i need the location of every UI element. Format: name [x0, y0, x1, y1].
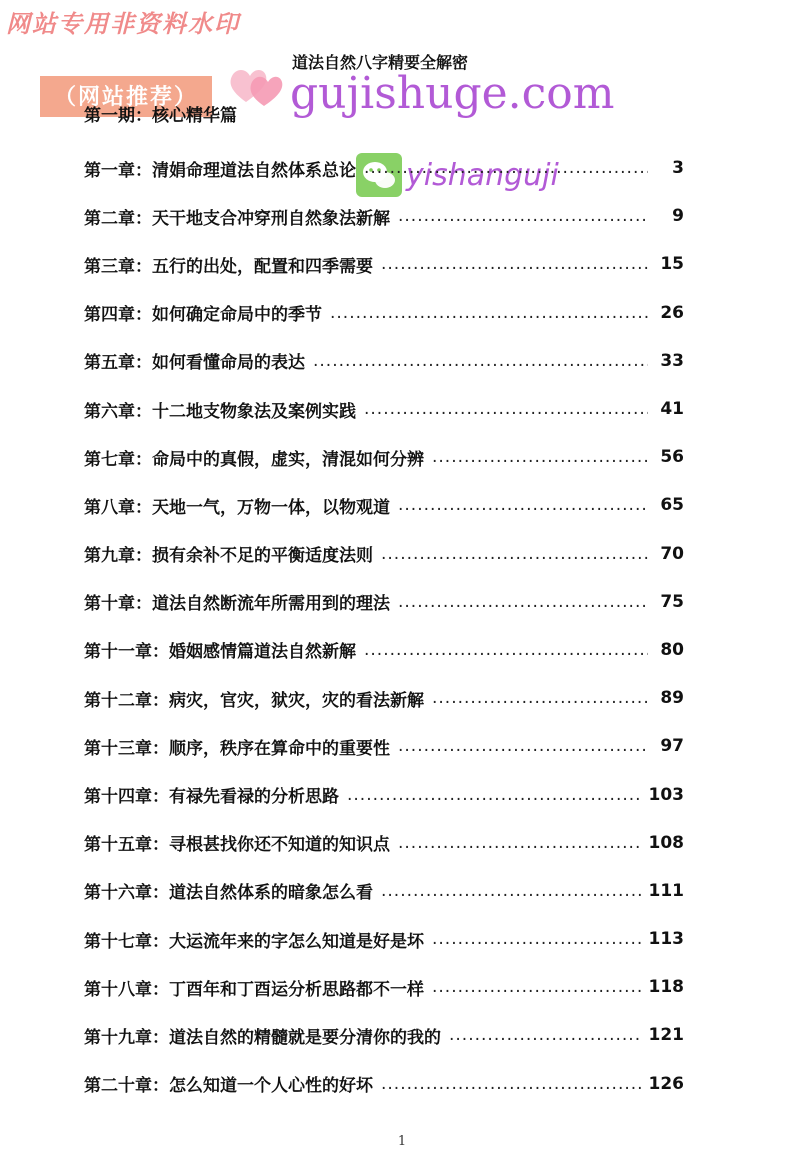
- toc-entry[interactable]: [84, 289, 684, 337]
- toc-entry-page: 26: [660, 302, 684, 323]
- toc-entry-page: 126: [648, 1073, 684, 1094]
- site2-watermark: yishanguji: [406, 158, 559, 193]
- toc-entry[interactable]: [84, 915, 684, 963]
- toc-leader-dots: [398, 736, 648, 756]
- toc-entry-label: 第二章：天干地支合冲穿刑自然象法新解: [84, 208, 390, 229]
- top-watermark: 网站专用非资料水印: [6, 9, 240, 38]
- toc-entry[interactable]: [84, 144, 684, 192]
- toc-entry[interactable]: [84, 192, 684, 240]
- toc-entry-label: 第十二章：病灾，官灾，狱灾，灾的看法新解: [84, 690, 424, 711]
- toc-entry-page: 118: [648, 977, 684, 998]
- toc-entry-page: 70: [660, 543, 684, 564]
- document-title: 道法自然八字精要全解密: [292, 53, 469, 72]
- toc-entry[interactable]: [84, 240, 684, 288]
- toc-leader-dots: [449, 1025, 641, 1045]
- toc-leader-dots: [432, 688, 648, 708]
- toc-leader-dots: [381, 254, 648, 274]
- toc-entry[interactable]: [84, 481, 684, 529]
- toc-entry[interactable]: [84, 722, 684, 770]
- toc-leader-dots: [432, 977, 641, 997]
- toc-entry-page: 111: [648, 880, 684, 901]
- toc-leader-dots: [432, 929, 641, 949]
- toc-leader-dots: [364, 399, 648, 419]
- recommend-badge: （网站推荐）: [40, 76, 212, 117]
- toc-entry-page: 89: [660, 688, 684, 709]
- toc-entry-label: 第十六章：道法自然体系的暗象怎么看: [84, 883, 373, 904]
- toc-entry[interactable]: [84, 433, 684, 481]
- toc-leader-dots: [364, 158, 648, 178]
- toc-entry[interactable]: [84, 674, 684, 722]
- toc-leader-dots: [398, 592, 648, 612]
- toc-entry-page: 97: [660, 736, 684, 757]
- toc-entry-label: 第十一章：婚姻感情篇道法自然新解: [84, 642, 356, 663]
- toc-leader-dots: [398, 495, 648, 515]
- toc-entry[interactable]: [84, 770, 684, 818]
- toc-leader-dots: [364, 640, 648, 660]
- toc-entry[interactable]: [84, 1060, 684, 1108]
- toc-entry[interactable]: [84, 1011, 684, 1059]
- toc-entry-page: 33: [660, 350, 684, 371]
- toc-entry-label: 第三章：五行的出处，配置和四季需要: [84, 256, 373, 277]
- toc-entry-page: 80: [660, 639, 684, 660]
- toc-entry-page: 3: [672, 158, 684, 179]
- toc-entry-label: 第十四章：有禄先看禄的分析思路: [84, 787, 339, 808]
- toc-entry-page: 103: [648, 784, 684, 805]
- toc-leader-dots: [330, 303, 648, 323]
- toc-entry-label: 第十章：道法自然断流年所需用到的理法: [84, 594, 390, 615]
- toc-entry[interactable]: [84, 385, 684, 433]
- toc-entry-page: 121: [648, 1025, 684, 1046]
- toc-entry-page: 108: [648, 832, 684, 853]
- toc-entry[interactable]: [84, 867, 684, 915]
- toc-entry-page: 9: [672, 206, 684, 227]
- toc-entry[interactable]: [84, 337, 684, 385]
- toc-entry-label: 第一章：清娟命理道法自然体系总论: [84, 160, 356, 181]
- toc-entry[interactable]: [84, 963, 684, 1011]
- toc-leader-dots: [381, 544, 648, 564]
- toc-entry[interactable]: [84, 578, 684, 626]
- toc-entry-label: 第十三章：顺序，秩序在算命中的重要性: [84, 738, 390, 759]
- toc-entry-page: 56: [660, 447, 684, 468]
- page-number: 1: [397, 1134, 407, 1149]
- toc-entry-label: 第八章：天地一气，万物一体，以物观道: [84, 497, 390, 518]
- section-title: 第一期：核心精华篇: [84, 106, 237, 126]
- toc-entry-page: 75: [660, 591, 684, 612]
- toc-entry-label: 第四章：如何确定命局中的季节: [84, 305, 322, 326]
- toc-entry[interactable]: [84, 626, 684, 674]
- toc-entry-label: 第九章：损有余补不足的平衡适度法则: [84, 546, 373, 567]
- toc-entry-page: 113: [648, 929, 684, 950]
- toc-leader-dots: [313, 351, 648, 371]
- toc-leader-dots: [381, 1074, 641, 1094]
- toc-entry-label: 第十八章：丁酉年和丁酉运分析思路都不一样: [84, 979, 424, 1000]
- toc-entry[interactable]: [84, 530, 684, 578]
- site-watermark: gujishuge.com: [290, 68, 615, 119]
- toc-entry-page: 41: [660, 399, 684, 420]
- toc-entry-label: 第二十章：怎么知道一个人心性的好坏: [84, 1076, 373, 1097]
- toc-leader-dots: [398, 206, 648, 226]
- toc-leader-dots: [381, 881, 641, 901]
- toc-entry-label: 第六章：十二地支物象法及案例实践: [84, 401, 356, 422]
- toc-entry-label: 第五章：如何看懂命局的表达: [84, 353, 305, 374]
- toc-leader-dots: [398, 833, 641, 853]
- toc-entry-label: 第十九章：道法自然的精髓就是要分清你的我的: [84, 1027, 441, 1048]
- toc-leader-dots: [347, 785, 641, 805]
- toc-entry-page: 65: [660, 495, 684, 516]
- toc-leader-dots: [432, 447, 648, 467]
- toc-entry-page: 15: [660, 254, 684, 275]
- toc-entry-label: 第十五章：寻根甚找你还不知道的知识点: [84, 835, 390, 856]
- toc-entry[interactable]: [84, 819, 684, 867]
- toc-entry-label: 第十七章：大运流年来的字怎么知道是好是坏: [84, 931, 424, 952]
- table-of-contents: [84, 144, 684, 1108]
- toc-entry-label: 第七章：命局中的真假，虚实，清混如何分辨: [84, 449, 424, 470]
